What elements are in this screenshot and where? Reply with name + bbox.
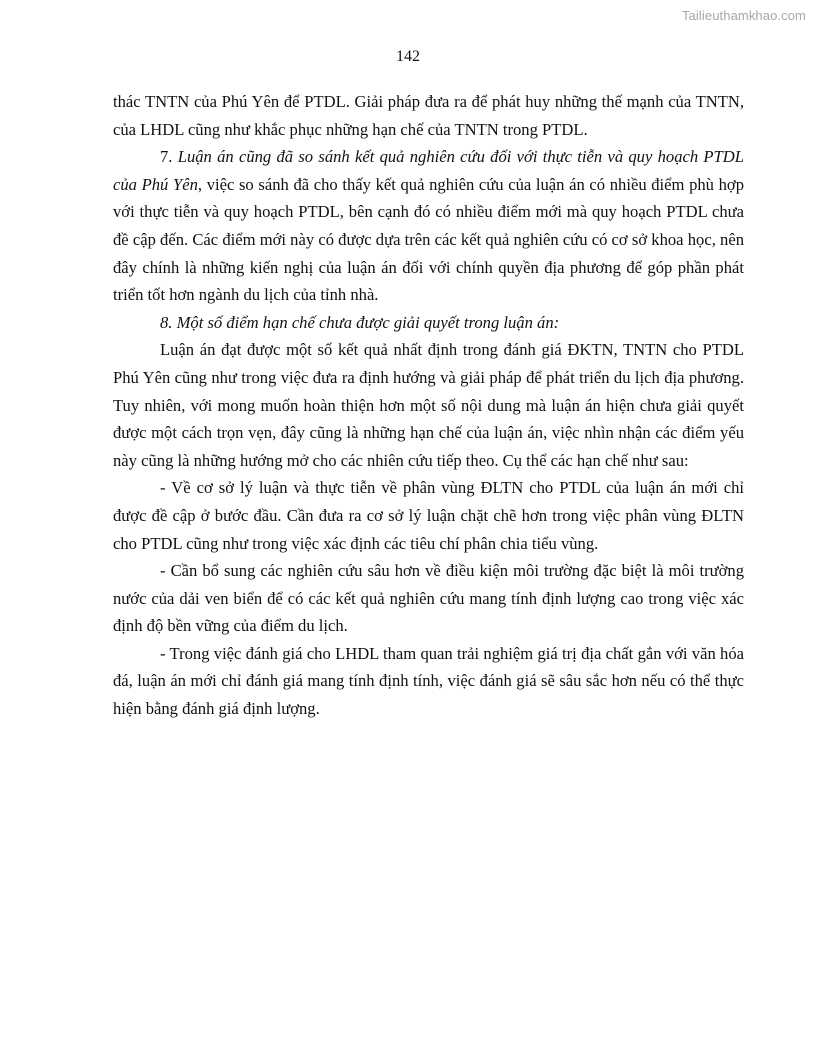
- item-7-italic-heading: Luận án cũng đã so sánh kết quả nghiên cứu đối với thực tiễn và quy hoạch PTDL của Phú Yên: [113, 147, 744, 194]
- item-8-italic-heading: 8. Một số điểm hạn chế chưa được giải quyết trong luận án:: [160, 312, 560, 332]
- paragraph-item-7: [113, 143, 744, 309]
- paragraph-limitations-intro: Luận án đạt được một số kết quả nhất định trong đánh giá ĐKTN, TNTN cho PTDL Phú Yên cũng như trong việc đưa ra định hướng và giải pháp để phát triển du lịch địa phương. Tuy nhiên, với mong muốn hoàn thiện hơn một số nội dung mà luận án hiện chưa giải quyết được một cách trọn vẹn, đây cũng là những hạn chế của luận án, việc nhìn nhận các điểm yếu này cũng là những hướng mở cho các nhiên cứu tiếp theo. Cụ thể các hạn chế như sau:: [113, 340, 744, 470]
- document-body: [113, 88, 744, 723]
- limitation-bullet-3: - Trong việc đánh giá cho LHDL tham quan trải nghiệm giá trị địa chất gắn với văn hóa đá, luận án mới chỉ đánh giá mang tính định tính, việc đánh giá sẽ sâu sắc hơn nếu có thể thực hiện bằng đánh giá định lượng.: [113, 643, 744, 719]
- limitation-bullet-1: - Về cơ sở lý luận và thực tiễn về phân vùng ĐLTN cho PTDL của luận án mới chỉ được đề cập ở bước đầu. Cần đưa ra cơ sở lý luận chặt chẽ hơn trong việc phân vùng ĐLTN cho PTDL cũng như trong việc xác định các tiêu chí phân chia tiểu vùng.: [113, 478, 744, 553]
- paragraph-item-8-heading: [113, 309, 744, 337]
- page-number: 142: [396, 48, 420, 65]
- item-7-number: 7.: [160, 147, 178, 167]
- watermark: Tailieuthamkhao.com: [681, 8, 806, 23]
- item-7-text: , việc so sánh đã cho thấy kết quả nghiên cứu của luận án có nhiều điểm phù hợp với thực tiễn và quy hoạch PTDL, bên cạnh đó có nhiều điểm mới mà quy hoạch PTDL chưa đề cập đến. Các điểm mới này có được dựa trên các kết quả nghiên cứu có cơ sở khoa học, nên đây chính là những kiến nghị của luận án đối với chính quyền địa phương để góp phần phát triển tốt hơn ngành du lịch của tỉnh nhà.: [113, 174, 744, 305]
- paragraph-continuation: thác TNTN của Phú Yên để PTDL. Giải pháp đưa ra để phát huy những thế mạnh của TNTN, của LHDL cũng như khắc phục những hạn chế của TNTN trong PTDL.: [113, 92, 744, 139]
- limitation-bullet-2: - Cần bổ sung các nghiên cứu sâu hơn về điều kiện môi trường đặc biệt là môi trường nước của dải ven biển để có các kết quả nghiên cứu mang tính định lượng cao trong việc xác định độ bền vững của điểm du lịch.: [113, 561, 744, 636]
